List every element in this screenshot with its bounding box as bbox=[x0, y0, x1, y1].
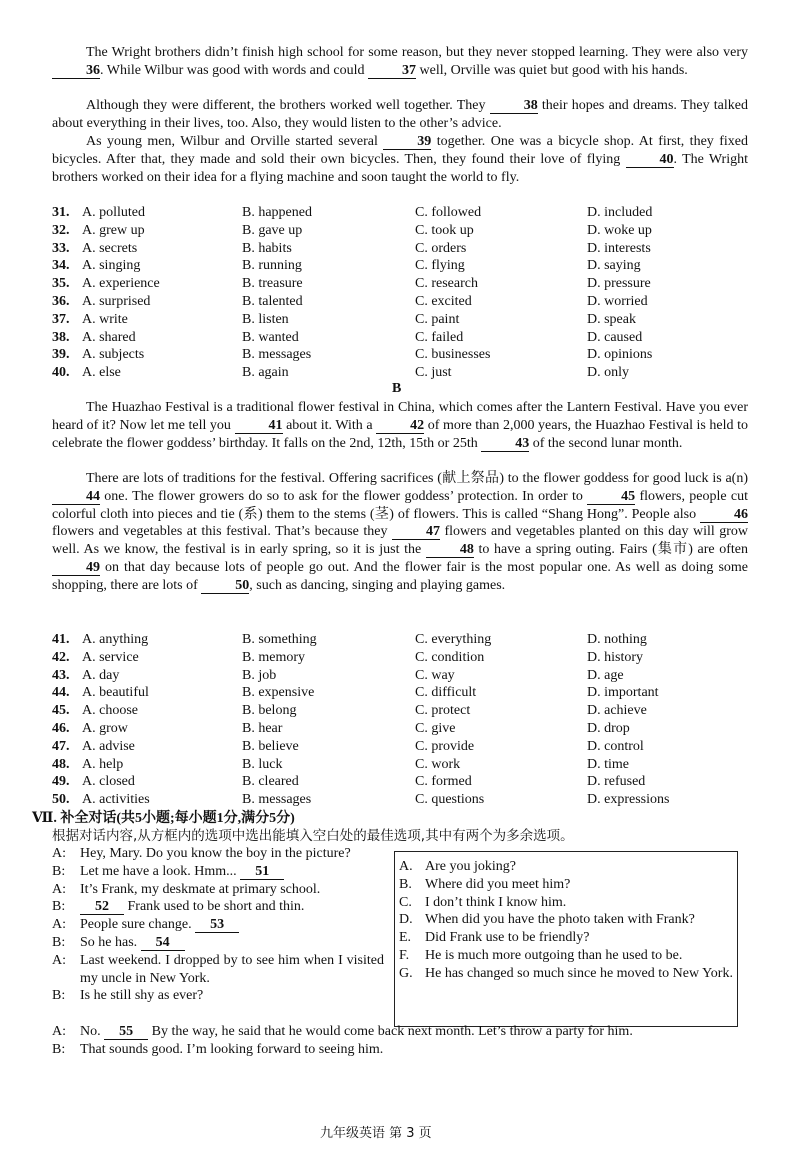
dialogue-line: B: 52 Frank used to be short and thin. bbox=[52, 899, 305, 915]
option-num: 45. bbox=[52, 703, 70, 719]
options-b bbox=[52, 631, 752, 809]
option-a: A. polluted bbox=[82, 205, 145, 220]
option-c: C. work bbox=[415, 756, 461, 772]
section-7-title: Ⅶ. 补全对话(共5小题;每小题1分,满分5分) bbox=[32, 811, 295, 826]
option-d: D. control bbox=[587, 738, 644, 754]
option-row bbox=[52, 684, 752, 702]
option-num: 43. bbox=[52, 667, 70, 683]
answer-blank: 50 bbox=[201, 579, 249, 594]
option-row bbox=[52, 222, 752, 240]
dialogue bbox=[52, 845, 384, 1005]
answer-blank: 48 bbox=[426, 543, 474, 558]
speaker: A: bbox=[52, 917, 66, 933]
option-d: D. interests bbox=[587, 240, 651, 256]
choice-item bbox=[399, 894, 733, 912]
option-d: D. important bbox=[587, 685, 659, 701]
option-row bbox=[52, 311, 752, 329]
option-d: D. included bbox=[587, 205, 653, 220]
option-c: C. excited bbox=[415, 293, 472, 309]
option-b: B. job bbox=[242, 667, 277, 683]
choice-letter: E. bbox=[399, 930, 412, 946]
option-row bbox=[52, 329, 752, 347]
page-footer: 九年级英语 第 3 页 bbox=[320, 1126, 432, 1141]
option-b: B. messages bbox=[242, 347, 312, 363]
answer-blank: 55 bbox=[104, 1025, 148, 1040]
option-a: A. choose bbox=[82, 703, 138, 719]
option-num: 34. bbox=[52, 258, 70, 274]
option-row bbox=[52, 631, 752, 649]
option-c: C. failed bbox=[415, 329, 464, 345]
passage-b-p1: The Huazhao Festival is a traditional flower festival in China, which comes after the Lantern Festival. Have you ever heard of it? Now let me tell you 41 about it. With a 42 of more than 2,000 years, the Huazhao Festival is held to celebrate the flower goddess’ birthday. It falls on the 2nd, 12th, 15th or 25th 43 of the second lunar month. bbox=[52, 400, 748, 451]
speaker: B: bbox=[52, 899, 66, 915]
choice-text: Where did you meet him? bbox=[425, 876, 571, 892]
option-d: D. refused bbox=[587, 774, 646, 790]
option-num: 48. bbox=[52, 756, 70, 772]
choice-letter: F. bbox=[399, 947, 410, 963]
choice-item bbox=[399, 929, 733, 947]
option-b: B. memory bbox=[242, 649, 305, 665]
option-num: 47. bbox=[52, 738, 70, 754]
option-b: B. treasure bbox=[242, 276, 303, 292]
answer-blank: 54 bbox=[141, 936, 185, 951]
option-c: C. questions bbox=[415, 792, 485, 808]
answer-blank: 51 bbox=[240, 865, 284, 880]
answer-blank: 41 bbox=[235, 419, 283, 434]
option-row bbox=[52, 720, 752, 738]
option-a: A. surprised bbox=[82, 293, 151, 309]
option-a: A. beautiful bbox=[82, 685, 149, 701]
choice-item bbox=[399, 858, 733, 876]
option-b: B. running bbox=[242, 258, 302, 274]
answer-blank: 47 bbox=[392, 525, 440, 540]
dialogue-line: A: People sure change. 53 bbox=[52, 916, 384, 934]
option-num: 49. bbox=[52, 774, 70, 790]
speaker: A: bbox=[52, 952, 66, 968]
choice-letter: A. bbox=[399, 859, 413, 874]
answer-blank: 37 bbox=[368, 64, 416, 79]
speaker: A: bbox=[52, 1024, 66, 1039]
option-a: A. service bbox=[82, 649, 139, 665]
option-b: B. hear bbox=[242, 720, 283, 736]
dialogue-line: A: No. 55 By the way, he said that he would come back next month. Let’s throw a party for him. bbox=[52, 1024, 633, 1039]
option-d: D. achieve bbox=[587, 703, 647, 719]
option-b: B. habits bbox=[242, 240, 292, 256]
option-b: B. expensive bbox=[242, 685, 315, 701]
option-a: A. advise bbox=[82, 738, 135, 754]
option-b: B. belong bbox=[242, 703, 297, 719]
option-c: C. paint bbox=[415, 311, 460, 327]
option-b: B. believe bbox=[242, 738, 299, 754]
option-b: B. again bbox=[242, 365, 289, 381]
option-c: C. took up bbox=[415, 222, 474, 238]
dialogue-line: A: Last weekend. I dropped by to see him when I visited my uncle in New York. bbox=[52, 952, 384, 986]
option-d: D. drop bbox=[587, 720, 630, 736]
option-num: 42. bbox=[52, 649, 70, 665]
option-b: B. happened bbox=[242, 205, 312, 220]
option-num: 50. bbox=[52, 792, 70, 808]
option-d: D. speak bbox=[587, 311, 636, 327]
option-c: C. provide bbox=[415, 738, 475, 754]
option-d: D. woke up bbox=[587, 222, 652, 238]
option-num: 32. bbox=[52, 222, 70, 238]
option-num: 37. bbox=[52, 311, 70, 327]
option-a: A. secrets bbox=[82, 240, 138, 256]
dialogue-line: A: It’s Frank, my deskmate at primary school. bbox=[52, 881, 321, 897]
dialogue-tail bbox=[52, 1023, 752, 1059]
option-c: C. businesses bbox=[415, 347, 491, 363]
answer-blank: 39 bbox=[383, 135, 431, 150]
dialogue-line: B: That sounds good. I’m looking forward to seeing him. bbox=[52, 1041, 384, 1057]
option-num: 39. bbox=[52, 347, 70, 363]
option-row bbox=[52, 240, 752, 258]
option-d: D. age bbox=[587, 667, 624, 683]
answer-blank: 44 bbox=[52, 490, 100, 505]
option-num: 33. bbox=[52, 240, 70, 256]
answer-blank: 49 bbox=[52, 561, 100, 576]
option-b: B. cleared bbox=[242, 774, 299, 790]
option-b: B. listen bbox=[242, 311, 289, 327]
option-num: 31. bbox=[52, 205, 70, 220]
choice-letter: B. bbox=[399, 876, 412, 892]
speaker: A: bbox=[52, 881, 66, 897]
option-row bbox=[52, 756, 752, 774]
answer-blank: 45 bbox=[587, 490, 635, 505]
option-d: D. caused bbox=[587, 329, 643, 345]
option-row bbox=[52, 773, 752, 791]
option-a: A. singing bbox=[82, 258, 141, 274]
dialogue-line: B: So he has. 54 bbox=[52, 934, 384, 952]
answer-blank: 52 bbox=[80, 900, 124, 915]
option-d: D. time bbox=[587, 756, 629, 772]
option-a: A. subjects bbox=[82, 347, 145, 363]
option-c: C. flying bbox=[415, 258, 465, 274]
speaker: A: bbox=[52, 846, 66, 861]
answer-blank: 43 bbox=[481, 437, 529, 452]
option-d: D. opinions bbox=[587, 347, 653, 363]
option-d: D. worried bbox=[587, 293, 648, 309]
answer-blank: 53 bbox=[195, 918, 239, 933]
option-a: A. activities bbox=[82, 792, 150, 808]
option-a: A. closed bbox=[82, 774, 135, 790]
speaker: B: bbox=[52, 863, 66, 879]
section-7-instruction: 根据对话内容,从方框内的选项中选出能填入空白处的最佳选项,其中有两个为多余选项。 bbox=[52, 828, 574, 844]
option-a: A. write bbox=[82, 311, 128, 327]
option-row bbox=[52, 293, 752, 311]
answer-blank: 38 bbox=[490, 99, 538, 114]
option-c: C. just bbox=[415, 365, 452, 381]
option-b: B. luck bbox=[242, 756, 283, 772]
choice-text: Did Frank use to be friendly? bbox=[425, 930, 590, 946]
option-num: 40. bbox=[52, 365, 70, 381]
option-b: B. messages bbox=[242, 792, 312, 808]
option-row bbox=[52, 649, 752, 667]
option-num: 38. bbox=[52, 329, 70, 345]
answer-blank: 36 bbox=[52, 64, 100, 79]
option-c: C. orders bbox=[415, 240, 467, 256]
option-num: 36. bbox=[52, 293, 70, 309]
option-b: B. talented bbox=[242, 293, 303, 309]
choice-text: He has changed so much since he moved to New York. bbox=[425, 965, 733, 981]
choice-text: Are you joking? bbox=[425, 859, 516, 874]
option-d: D. only bbox=[587, 365, 629, 381]
option-row bbox=[52, 275, 752, 293]
option-c: C. give bbox=[415, 720, 456, 736]
choice-item bbox=[399, 876, 733, 894]
choice-text: When did you have the photo taken with Frank? bbox=[425, 912, 695, 928]
speaker: B: bbox=[52, 934, 66, 950]
option-a: A. shared bbox=[82, 329, 136, 345]
option-row bbox=[52, 204, 752, 222]
choice-item bbox=[399, 947, 733, 965]
passage-a-p1: The Wright brothers didn’t finish high school for some reason, but they never stopped learning. They were also very 36. While Wilbur was good with words and could 37 well, Orville was quiet but good with his hands. bbox=[52, 44, 748, 80]
option-a: A. help bbox=[82, 756, 124, 772]
option-row bbox=[52, 738, 752, 756]
passage-a-p2: Although they were different, the brothers worked well together. They 38 their hopes and dreams. They talked about everything in their lives, too. Also, they would listen to the other’s advice. bbox=[52, 98, 748, 131]
option-a: A. anything bbox=[82, 632, 149, 647]
option-d: D. saying bbox=[587, 258, 641, 274]
choice-text: He is much more outgoing than he used to be. bbox=[425, 947, 683, 963]
answer-blank: 42 bbox=[376, 419, 424, 434]
option-row bbox=[52, 257, 752, 275]
option-num: 41. bbox=[52, 632, 70, 647]
option-num: 35. bbox=[52, 276, 70, 292]
option-row bbox=[52, 702, 752, 720]
choice-text: I don’t think I know him. bbox=[425, 894, 567, 910]
option-row bbox=[52, 364, 752, 382]
option-c: C. difficult bbox=[415, 685, 477, 701]
option-b: B. something bbox=[242, 632, 317, 647]
option-a: A. experience bbox=[82, 276, 160, 292]
choice-box bbox=[394, 851, 738, 1027]
speaker: B: bbox=[52, 1041, 66, 1057]
answer-blank: 40 bbox=[626, 153, 674, 168]
dialogue-line: B: Let me have a look. Hmm... 51 bbox=[52, 863, 384, 881]
option-c: C. followed bbox=[415, 205, 482, 220]
option-a: A. grew up bbox=[82, 222, 145, 238]
choice-letter: G. bbox=[399, 965, 413, 981]
option-d: D. history bbox=[587, 649, 643, 665]
speaker: B: bbox=[52, 988, 66, 1004]
passage-b-p2: There are lots of traditions for the festival. Offering sacrifices (献上祭品) to the flower goddess for good luck is a(n) 44 one. The flower growers do so to ask for the flower goddess’ protection. In order to 45 flowers, people cut colorful cloth into pieces and tie (系) them to the stems (茎) of flowers. This is called “Shang Hong”. People also 46 flowers and vegetables at this festival. That’s because they 47 flowers and vegetables planted on this day will grow well. As we know, the festival is in early spring, so it is just the 48 to have a spring outing. Fairs (集市) are often 49 on that day because lots of people go out. And the flower fair is the most popular one. As well as doing some shopping, there are lots of 50, such as dancing, singing and playing games. bbox=[52, 471, 749, 593]
option-c: C. condition bbox=[415, 649, 485, 665]
option-d: D. expressions bbox=[587, 792, 670, 808]
option-d: D. nothing bbox=[587, 632, 647, 647]
dialogue-line: B: Is he still shy as ever? bbox=[52, 988, 204, 1004]
choice-item bbox=[399, 965, 733, 983]
option-a: A. grow bbox=[82, 720, 128, 736]
option-a: A. else bbox=[82, 365, 121, 381]
option-c: C. research bbox=[415, 276, 478, 292]
option-num: 46. bbox=[52, 720, 70, 736]
option-row bbox=[52, 346, 752, 364]
option-c: C. formed bbox=[415, 774, 472, 790]
option-c: C. way bbox=[415, 667, 455, 683]
option-row bbox=[52, 667, 752, 685]
option-num: 44. bbox=[52, 685, 70, 701]
option-d: D. pressure bbox=[587, 276, 651, 292]
passage-a-p3: As young men, Wilbur and Orville started several 39 together. One was a bicycle shop. At first, they fixed bicycles. After that, they made and sold their own bicycles. Then, they found their love of flying 40. The Wright brothers worked on their idea for a flying machine and soon taught the world to fly. bbox=[52, 134, 748, 185]
choice-item bbox=[399, 911, 733, 929]
answer-blank: 46 bbox=[700, 508, 748, 523]
option-c: C. everything bbox=[415, 632, 492, 647]
option-c: C. protect bbox=[415, 703, 471, 719]
options-a bbox=[52, 204, 752, 382]
option-b: B. gave up bbox=[242, 222, 303, 238]
option-b: B. wanted bbox=[242, 329, 299, 345]
section-b-label: B bbox=[392, 381, 402, 396]
option-a: A. day bbox=[82, 667, 120, 683]
dialogue-line: A: Hey, Mary. Do you know the boy in the picture? bbox=[52, 846, 351, 861]
choice-letter: C. bbox=[399, 894, 412, 910]
choice-letter: D. bbox=[399, 912, 413, 928]
